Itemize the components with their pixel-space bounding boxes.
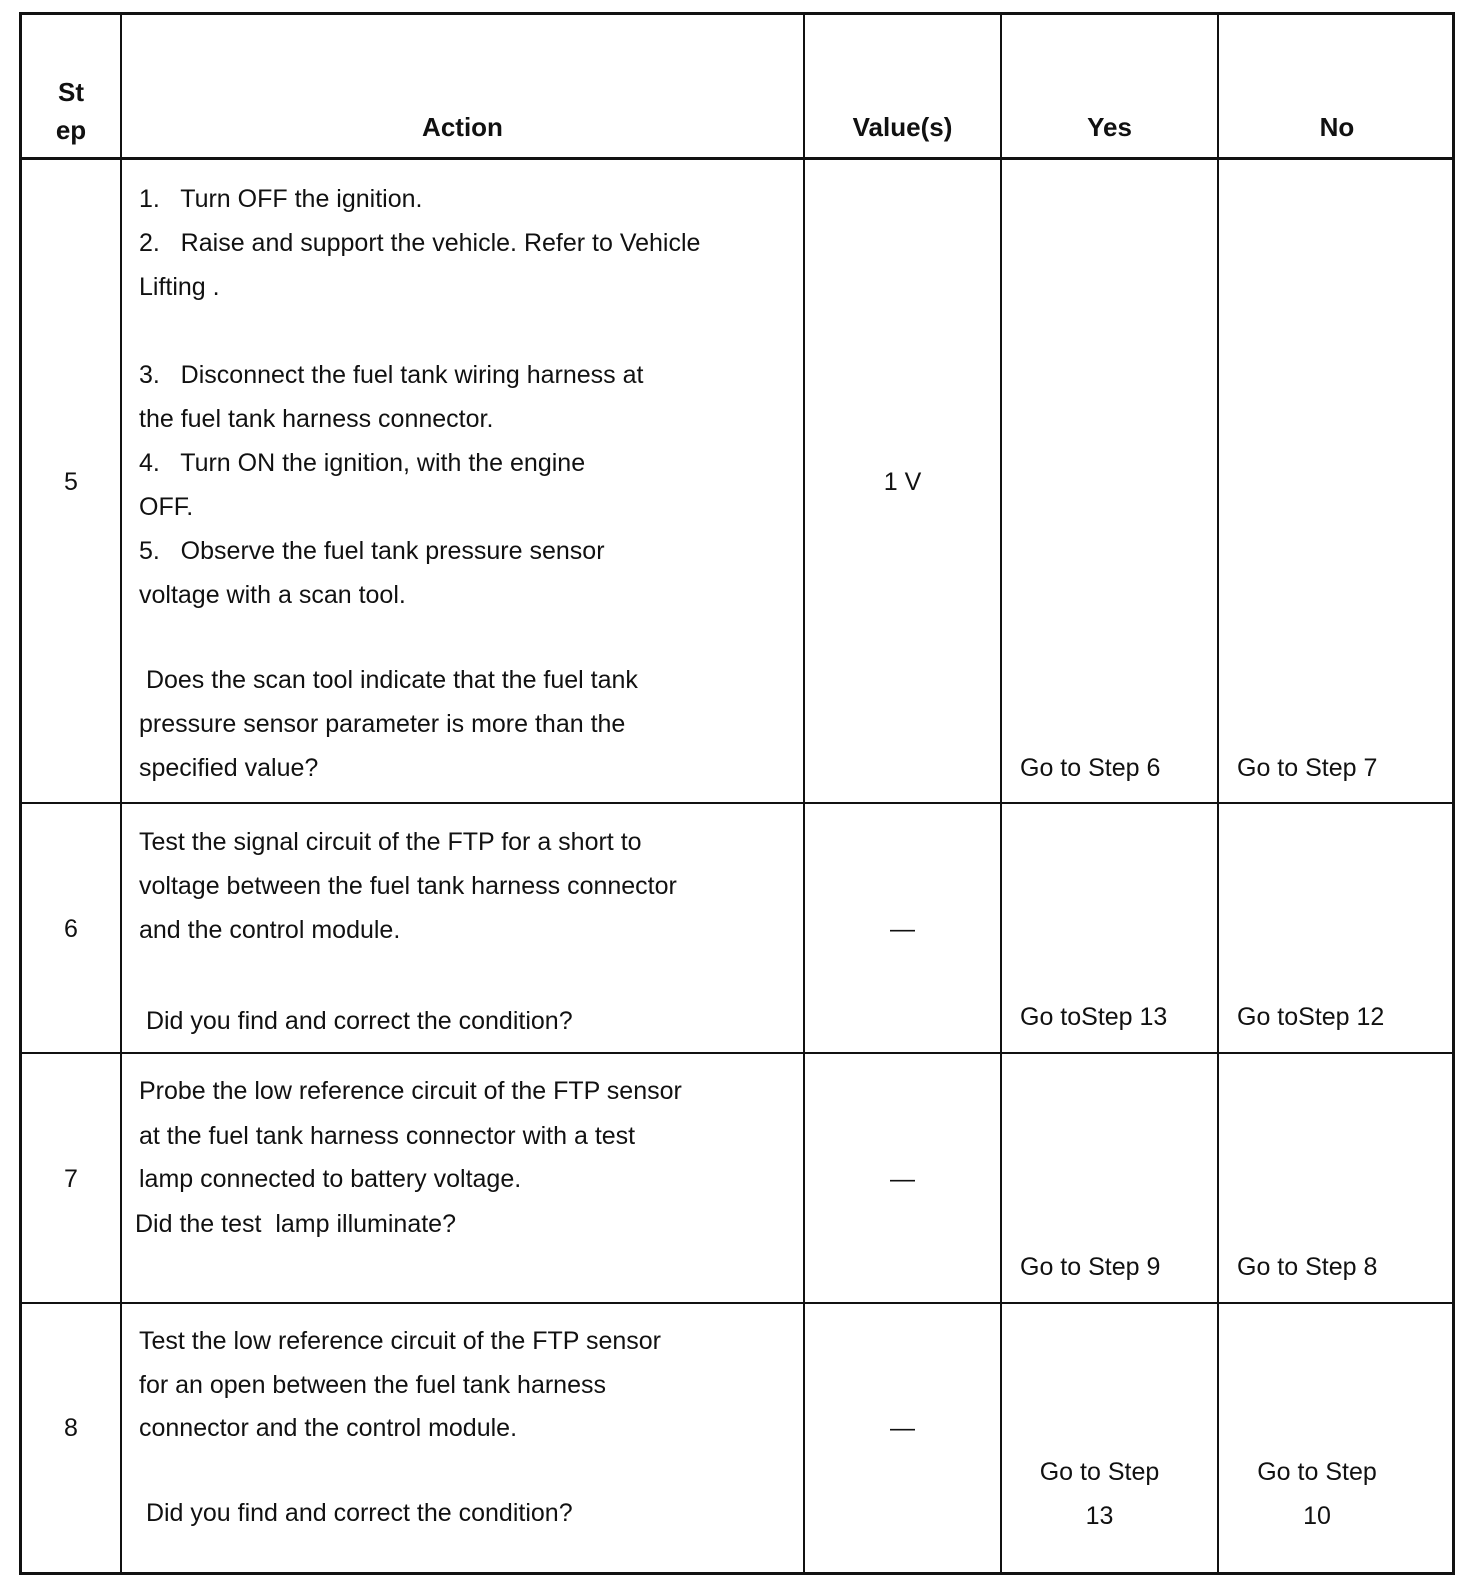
action-line: Did you find and correct the condition? — [139, 1499, 573, 1527]
action-line: lamp connected to battery voltage. — [139, 1165, 522, 1193]
value-cell: — — [890, 1414, 915, 1442]
no-cell: Go toStep 12 — [1237, 1003, 1385, 1031]
column-divider — [1000, 15, 1002, 1572]
action-line: at the fuel tank harness connector with a test — [139, 1122, 636, 1150]
value-cell: 1 V — [883, 468, 922, 496]
action-line: 1. Turn OFF the ignition. — [139, 185, 423, 213]
action-line: Did the test lamp illuminate? — [135, 1210, 456, 1238]
diagnostic-table — [19, 12, 1455, 1575]
row-divider — [22, 802, 1452, 804]
action-line: specified value? — [139, 754, 319, 782]
action-line: 3. Disconnect the fuel tank wiring harness at — [139, 361, 644, 389]
no-cell: Go to Step 7 — [1237, 754, 1378, 782]
value-cell: — — [890, 915, 915, 943]
action-line: pressure sensor parameter is more than the — [139, 710, 626, 738]
yes-cell: Go to Step 9 — [1020, 1253, 1161, 1281]
column-divider — [120, 15, 122, 1572]
action-line: 5. Observe the fuel tank pressure sensor — [139, 537, 605, 565]
column-divider — [1217, 15, 1219, 1572]
action-line: 4. Turn ON the ignition, with the engine — [139, 449, 586, 477]
action-line: connector and the control module. — [139, 1414, 518, 1442]
yes-cell: Go to Step 13 — [1039, 1458, 1160, 1530]
no-cell: Go to Step 10 — [1257, 1458, 1377, 1530]
step-number: 8 — [64, 1414, 78, 1442]
action-line: OFF. — [139, 493, 194, 521]
action-line: and the control module. — [139, 916, 401, 944]
action-line: for an open between the fuel tank harness — [139, 1371, 606, 1399]
header-no: No — [1319, 112, 1355, 142]
action-line: Probe the low reference circuit of the FTP sensor — [139, 1077, 682, 1105]
no-cell: Go to Step 8 — [1237, 1253, 1378, 1281]
header-action: Action — [422, 112, 503, 142]
step-number: 6 — [64, 915, 78, 943]
header-divider — [22, 157, 1452, 160]
step-number: 5 — [64, 468, 78, 496]
action-line: voltage between the fuel tank harness connector — [139, 872, 677, 900]
row-divider — [22, 1052, 1452, 1054]
value-cell: — — [890, 1165, 915, 1193]
header-values: Value(s) — [852, 112, 953, 142]
header-yes: Yes — [1087, 112, 1132, 142]
action-line: Does the scan tool indicate that the fuel tank — [139, 666, 638, 694]
action-line: 2. Raise and support the vehicle. Refer to Vehicle — [139, 229, 701, 257]
row-divider — [22, 1302, 1452, 1304]
yes-cell: Go toStep 13 — [1020, 1003, 1168, 1031]
action-line: Test the signal circuit of the FTP for a short to — [139, 828, 642, 856]
action-line: Test the low reference circuit of the FTP sensor — [139, 1327, 661, 1355]
action-line: Did you find and correct the condition? — [139, 1007, 573, 1035]
action-line: the fuel tank harness connector. — [139, 405, 494, 433]
yes-cell: Go to Step 6 — [1020, 754, 1161, 782]
action-line: Lifting . — [139, 273, 220, 301]
action-line: voltage with a scan tool. — [139, 581, 406, 609]
step-number: 7 — [64, 1165, 78, 1193]
column-divider — [803, 15, 805, 1572]
header-step: St ep — [55, 77, 87, 145]
